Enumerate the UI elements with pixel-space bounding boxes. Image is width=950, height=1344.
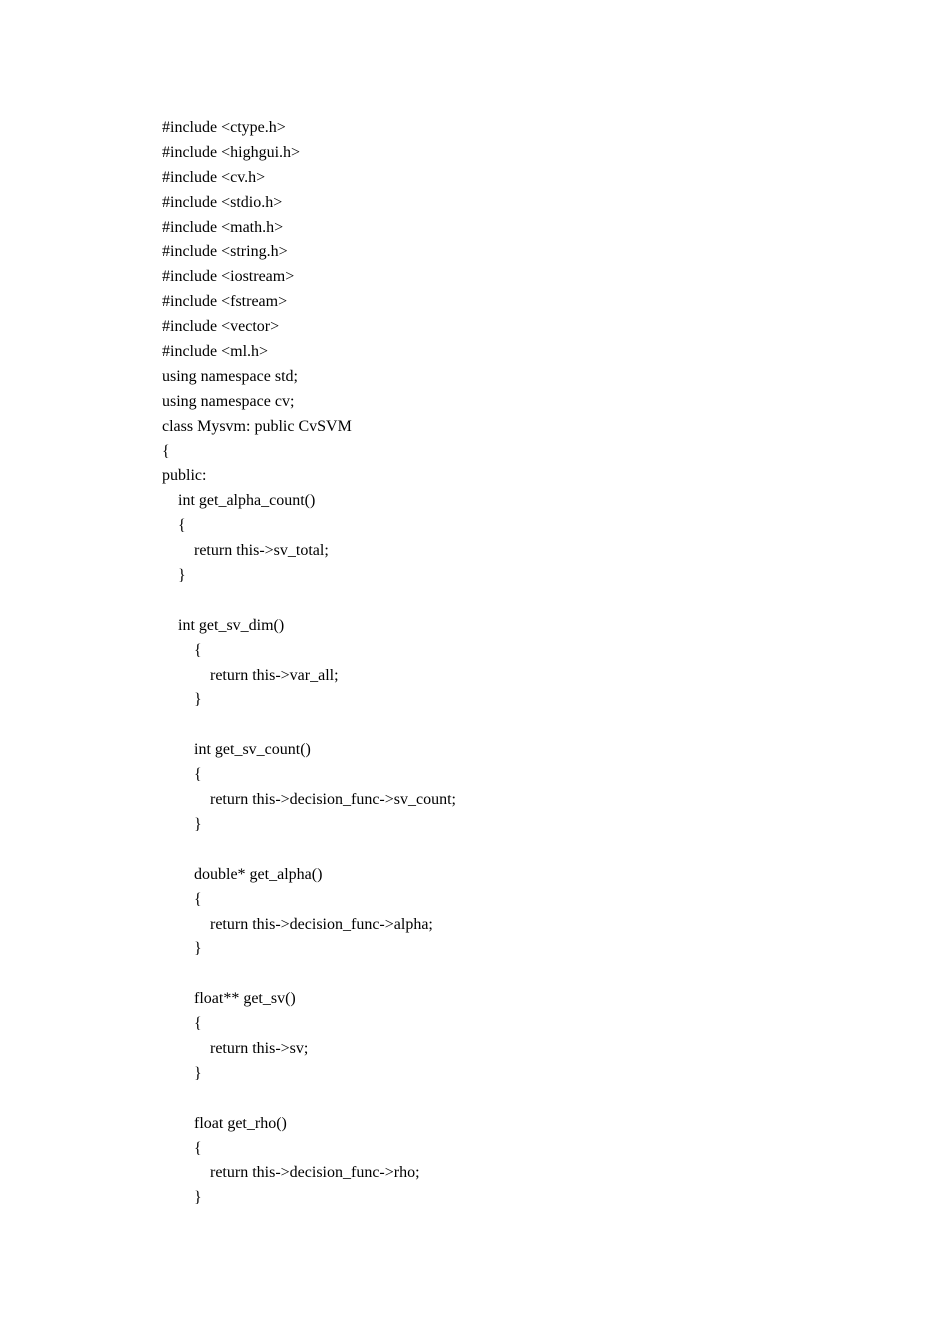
code-line: int get_sv_count() (162, 741, 311, 759)
code-line: { (162, 517, 186, 535)
code-line: double* get_alpha() (162, 865, 323, 883)
code-line: #include <vector> (162, 318, 280, 336)
code-line: } (162, 815, 202, 833)
code-line: return this->var_all; (162, 666, 339, 684)
code-line: int get_sv_dim() (162, 616, 285, 634)
code-line: return this->decision_func->sv_count; (162, 791, 456, 809)
code-line (162, 838, 456, 863)
code-line: return this->sv; (162, 1039, 309, 1057)
code-line: class Mysvm: public CvSVM (162, 417, 352, 435)
code-line: return this->sv_total; (162, 542, 329, 560)
code-line: #include <iostream> (162, 268, 295, 286)
code-line: #include <highgui.h> (162, 143, 301, 161)
code-line: } (162, 691, 202, 709)
code-line: { (162, 442, 170, 460)
code-line: } (162, 940, 202, 958)
code-line: int get_alpha_count() (162, 492, 316, 510)
code-line: { (162, 1139, 202, 1157)
code-line: } (162, 1189, 202, 1207)
code-line: using namespace cv; (162, 392, 295, 410)
code-line: #include <fstream> (162, 293, 288, 311)
code-line: #include <ml.h> (162, 343, 269, 361)
code-line: float get_rho() (162, 1114, 287, 1132)
code-line: } (162, 1064, 202, 1082)
code-line: #include <string.h> (162, 243, 288, 261)
code-line: float** get_sv() (162, 990, 296, 1008)
code-line (162, 713, 456, 738)
code-line: #include <math.h> (162, 218, 284, 236)
code-line: return this->decision_func->alpha; (162, 915, 433, 933)
code-line: return this->decision_func->rho; (162, 1164, 420, 1182)
code-line: } (162, 567, 186, 585)
code-line: { (162, 890, 202, 908)
code-line: public: (162, 467, 207, 485)
code-line: #include <cv.h> (162, 168, 266, 186)
code-line: { (162, 1015, 202, 1033)
code-line: #include <stdio.h> (162, 193, 283, 211)
code-line (162, 962, 456, 987)
code-line: using namespace std; (162, 367, 298, 385)
code-listing (162, 116, 456, 1211)
code-line: { (162, 766, 202, 784)
code-line (162, 1087, 456, 1112)
code-line (162, 589, 456, 614)
code-line: #include <ctype.h> (162, 119, 286, 136)
code-line: { (162, 641, 202, 659)
